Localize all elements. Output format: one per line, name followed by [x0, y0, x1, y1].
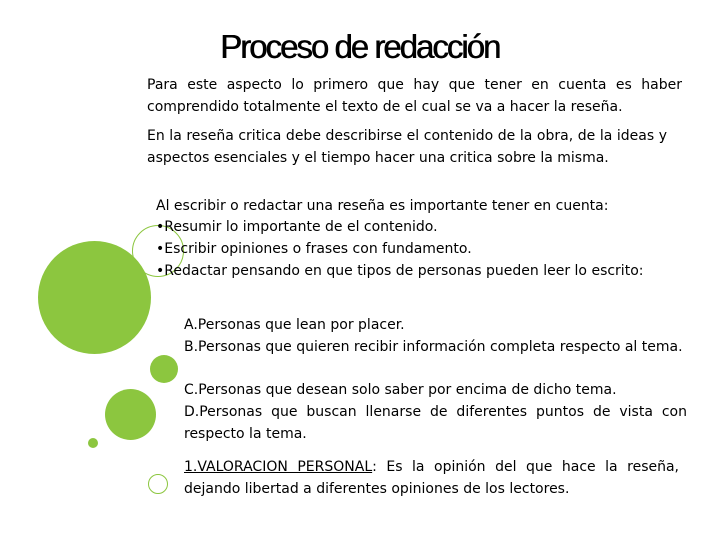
- reader-type-item: D.Personas que buscan llenarse de diferentes puntos de vista con respecto la tema.: [184, 404, 687, 442]
- bullet-item: •Escribir opiniones o frases con fundamento.: [156, 241, 472, 257]
- paragraph-comprehension: Para este aspecto lo primero que hay que tener en cuenta es haber comprendido totalmente el texto de el cual se va a hacer la reseña.: [147, 77, 682, 115]
- reader-type-item: B.Personas que quieren recibir información completa respecto al tema.: [184, 339, 683, 355]
- paragraph-critical-review: En la reseña critica debe describirse el contenido de la obra, de la ideas y aspectos esenciales y el tiempo hacer una critica sobre la misma.: [147, 128, 667, 166]
- page-title: Proceso de redacción: [220, 28, 500, 65]
- ring-decoration-small: [148, 474, 168, 494]
- tiny-green-dot-decoration: [88, 438, 98, 448]
- bullet-item: •Redactar pensando en que tipos de personas pueden leer lo escrito:: [156, 263, 644, 279]
- reader-type-item: A.Personas que lean por placer.: [184, 317, 405, 333]
- valoracion-personal-text: : Es la opinión del que hace la reseña, dejando libertad a diferentes opiniones de los lectores.: [184, 459, 680, 497]
- valoracion-personal-label: 1.VALORACION PERSONAL: [184, 459, 373, 475]
- medium-green-circle-decoration: [105, 389, 156, 440]
- reader-type-item: C.Personas que desean solo saber por encima de dicho tema.: [184, 382, 617, 398]
- bullet-item: •Resumir lo importante de el contenido.: [156, 219, 438, 235]
- intro-line: Al escribir o redactar una reseña es importante tener en cuenta:: [156, 198, 609, 214]
- small-green-circle-decoration: [150, 355, 178, 383]
- valoracion-personal-paragraph: [184, 457, 679, 500]
